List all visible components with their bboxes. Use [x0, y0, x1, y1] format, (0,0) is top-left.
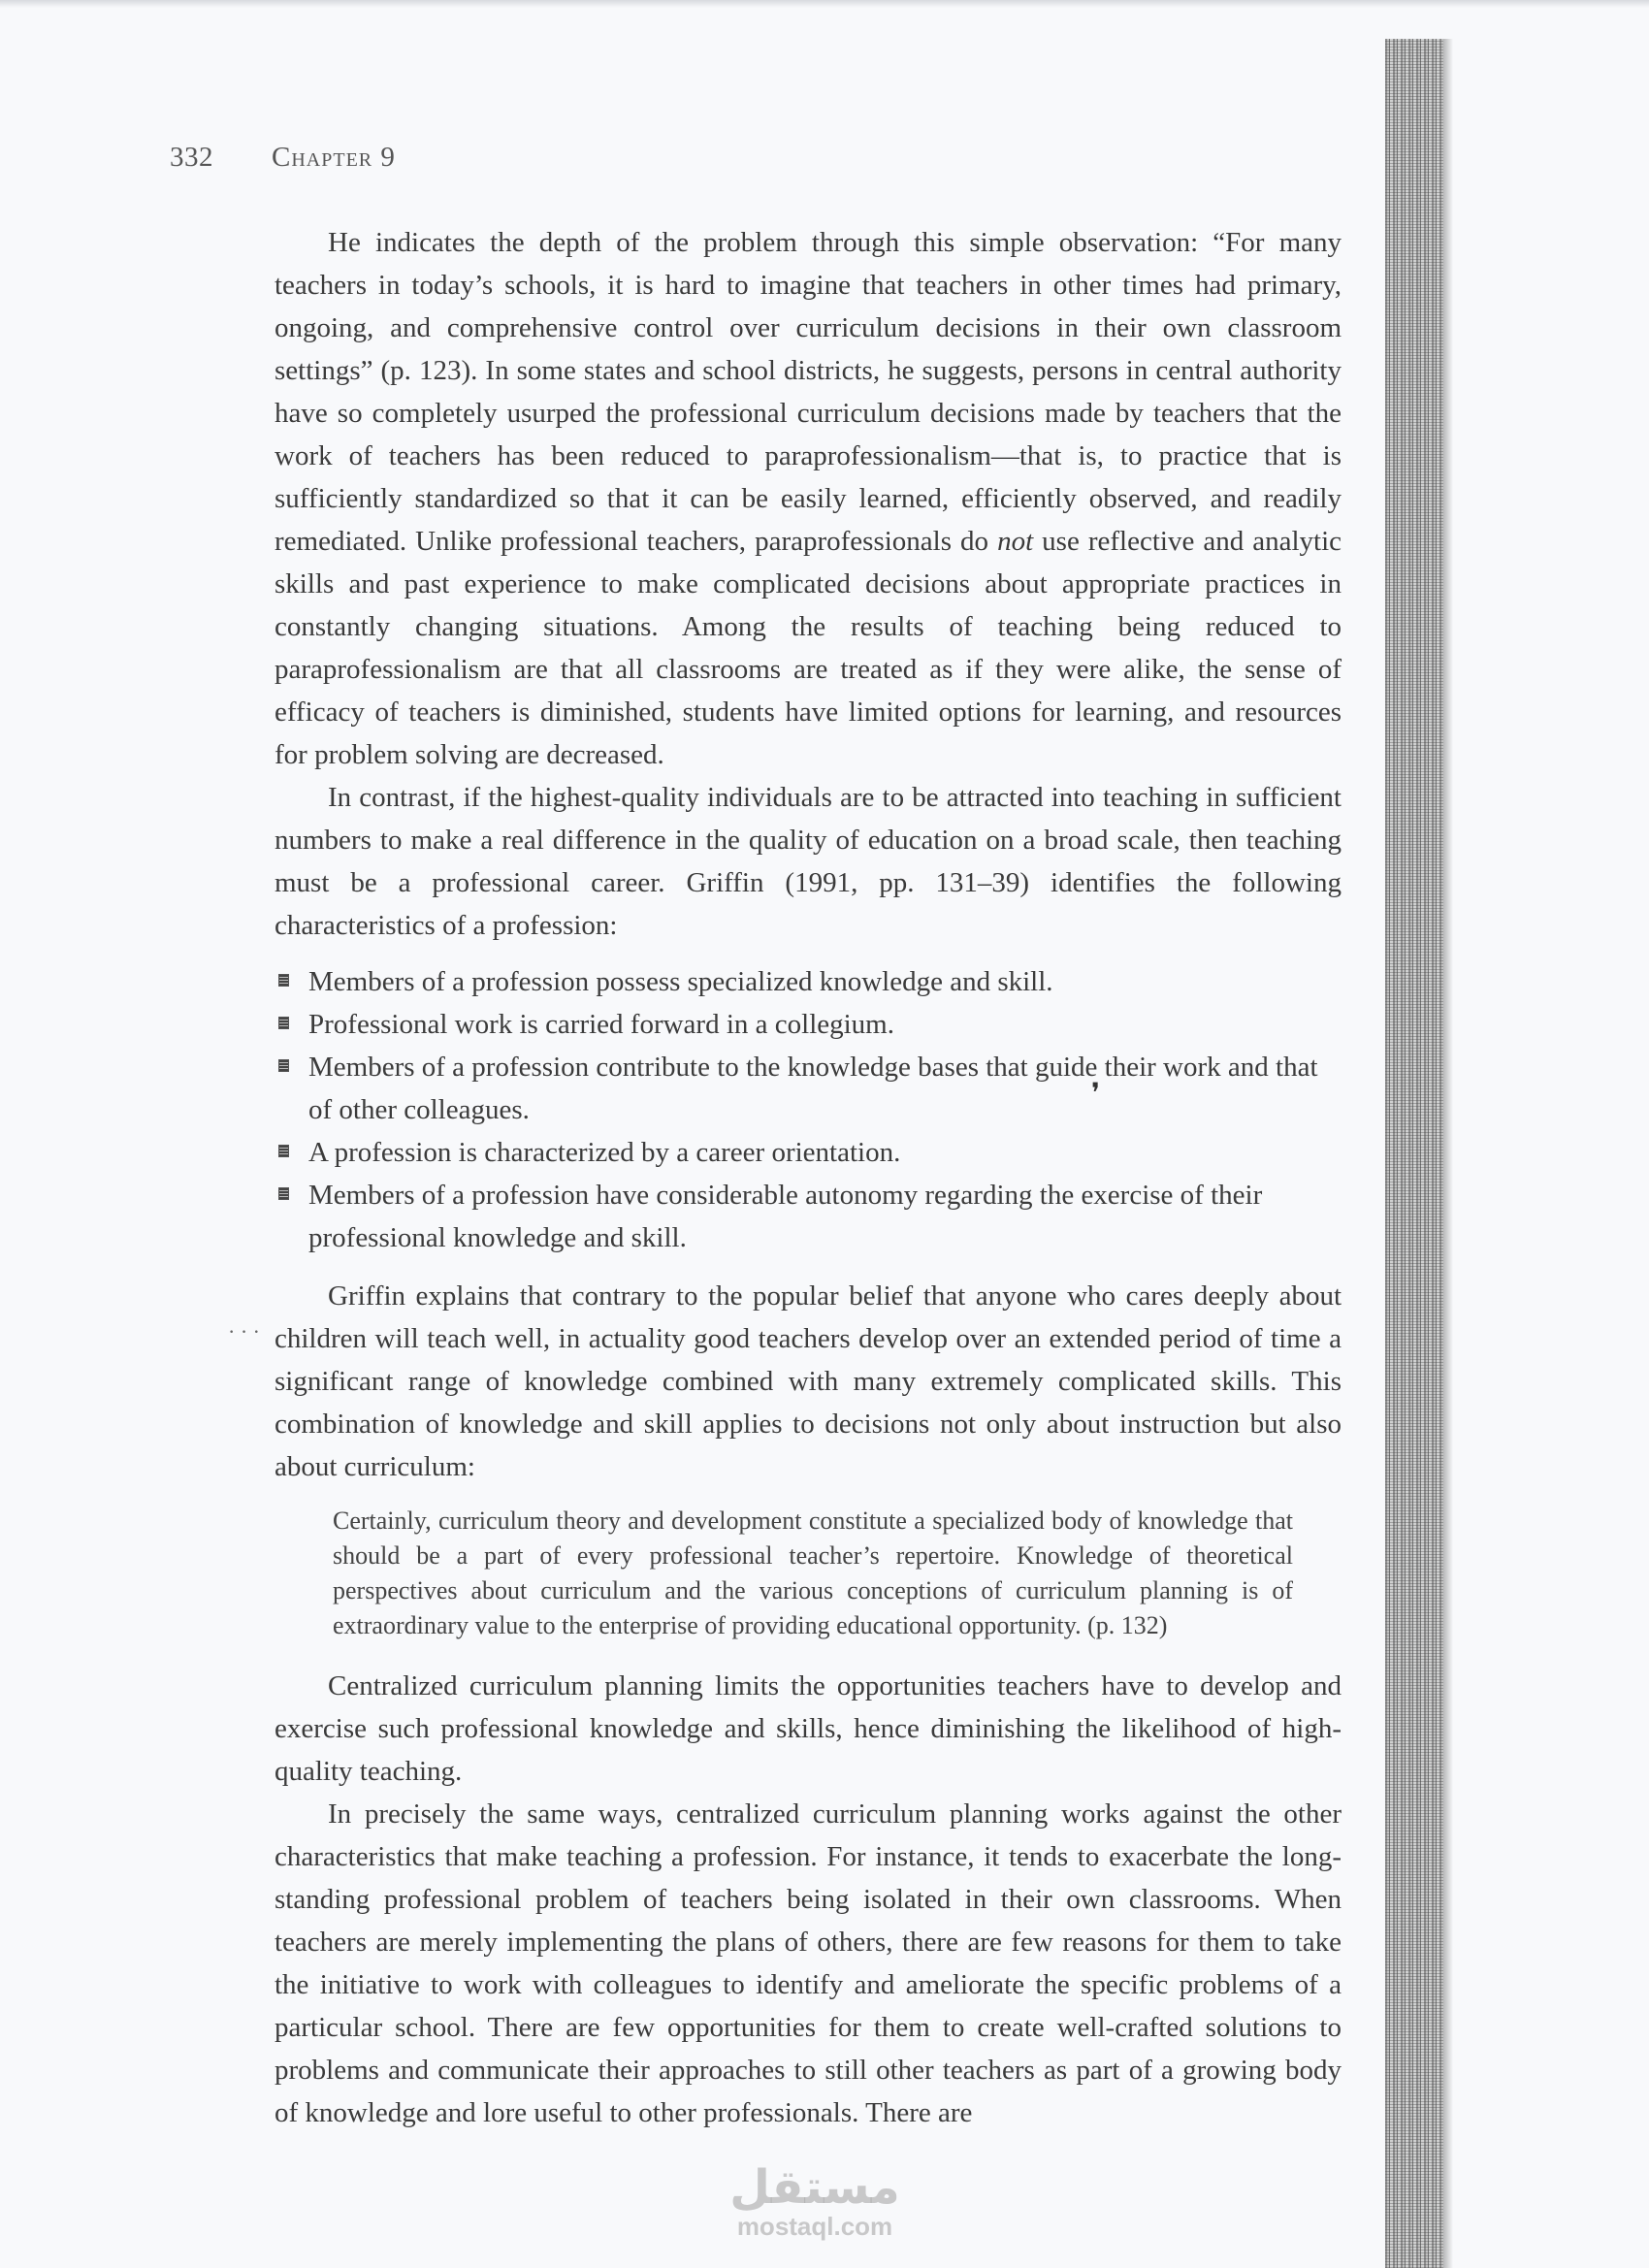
list-item — [275, 1131, 1342, 1174]
list-item — [275, 960, 1342, 1003]
chapter-title: Chapter 9 — [272, 142, 396, 173]
scan-top-shadow — [0, 0, 1649, 8]
paragraph-1-continued: use reflective and analytic skills and past experience to make complicated decisions about appropriate practices in constantly changing situations. Among the results of teaching being reduced to paraprofessionalism are that all classrooms are treated as if they were alike, the sense of efficacy of teachers is diminished, students have limited options for learning, and resources for problem solving are decreased. — [275, 526, 1342, 770]
ink-smudge-icon: ❜ — [1091, 1079, 1101, 1109]
list-item-text: Members of a profession contribute to the knowledge bases that guide their work and that of other colleagues. — [308, 1052, 1318, 1125]
square-bullet-icon — [278, 974, 289, 987]
list-item-text: Members of a profession possess specialized knowledge and skill. — [308, 966, 1053, 997]
paragraph-5: In precisely the same ways, centralized curriculum planning works against the other characteristics that make teaching a profession. For instance, it tends to exacerbate the long-standing professional problem of teachers being isolated in their own classrooms. When teachers are merely implementing the plans of others, there are few reasons for them to take the initiative to work with colleagues to identify and ameliorate the specific problems of a particular school. There are few opportunities for them to create well-crafted solutions to problems and communicate their approaches to still other teachers as part of a growing body of knowledge and lore useful to other professionals. There are — [275, 1798, 1342, 2128]
book-binding-edge — [1385, 39, 1443, 2268]
list-item-text: Professional work is carried forward in a collegium. — [308, 1009, 894, 1040]
list-item — [275, 1174, 1342, 1259]
profession-characteristics-list — [275, 960, 1342, 1259]
square-bullet-icon — [278, 1059, 289, 1072]
binding-shadow — [1443, 39, 1453, 2268]
list-item-text: A profession is characterized by a career orientation. — [308, 1137, 901, 1168]
watermark — [679, 2160, 951, 2241]
paragraph-4: Centralized curriculum planning limits the opportunities teachers have to develop and exercise such professional knowledge and skills, hence diminishing the likelihood of high-quality teaching. — [275, 1670, 1342, 1787]
square-bullet-icon — [278, 1187, 289, 1200]
list-item — [275, 1003, 1342, 1046]
watermark-latin: mostaql.com — [736, 2212, 893, 2241]
paragraph-2: In contrast, if the highest-quality individuals are to be attracted into teaching in sufficient numbers to make a real difference in the quality of education on a broad scale, then teaching must be a professional career. Griffin (1991, pp. 131–39) identifies the following characteristics of a profession: — [275, 782, 1342, 941]
watermark-arabic: مستقل — [729, 2160, 900, 2215]
page-number: 332 — [170, 142, 213, 173]
paragraph-1-text: He indicates the depth of the problem through this simple observation: “For many teachers in today’s schools, it is hard to imagine that teachers in other times had primary, ongoing, and comprehensive control over curriculum decisions in their own classroom settings” (p. 123). In some states and school districts, he suggests, persons in central authority have so completely usurped the professional curriculum decisions made by teachers that the work of teachers has been reduced to paraprofessionalism—that is, to practice that is sufficiently standardized so that it can be easily learned, efficiently observed, and readily remediated. Unlike professional teachers, paraprofessionals do — [275, 227, 1342, 557]
square-bullet-icon — [278, 1017, 289, 1029]
block-quote: Certainly, curriculum theory and development constitute a specialized body of knowledge that should be a part of every professional teacher’s repertoire. Knowledge of theoretical perspectives about curriculum and the various conceptions of curriculum planning is of extraordinary value to the enterprise of providing educational opportunity. (p. 132) — [333, 1507, 1293, 1639]
square-bullet-icon — [278, 1145, 289, 1157]
list-item-text: Members of a profession have considerable autonomy regarding the exercise of their professional knowledge and skill. — [308, 1180, 1263, 1253]
list-item — [275, 1046, 1342, 1131]
margin-dots-icon: · · · — [228, 1319, 260, 1344]
emphasis-not: not — [997, 526, 1034, 557]
running-header — [170, 142, 1334, 180]
main-text — [275, 221, 1342, 2134]
paragraph-1 — [275, 221, 1342, 776]
paragraph-3: Griffin explains that contrary to the popular belief that anyone who cares deeply about children will teach well, in actuality good teachers develop over an extended period of time a significant range of knowledge combined with many extremely complicated skills. This combination of knowledge and skill applies to decisions not only about instruction but also about curriculum: — [275, 1280, 1342, 1482]
